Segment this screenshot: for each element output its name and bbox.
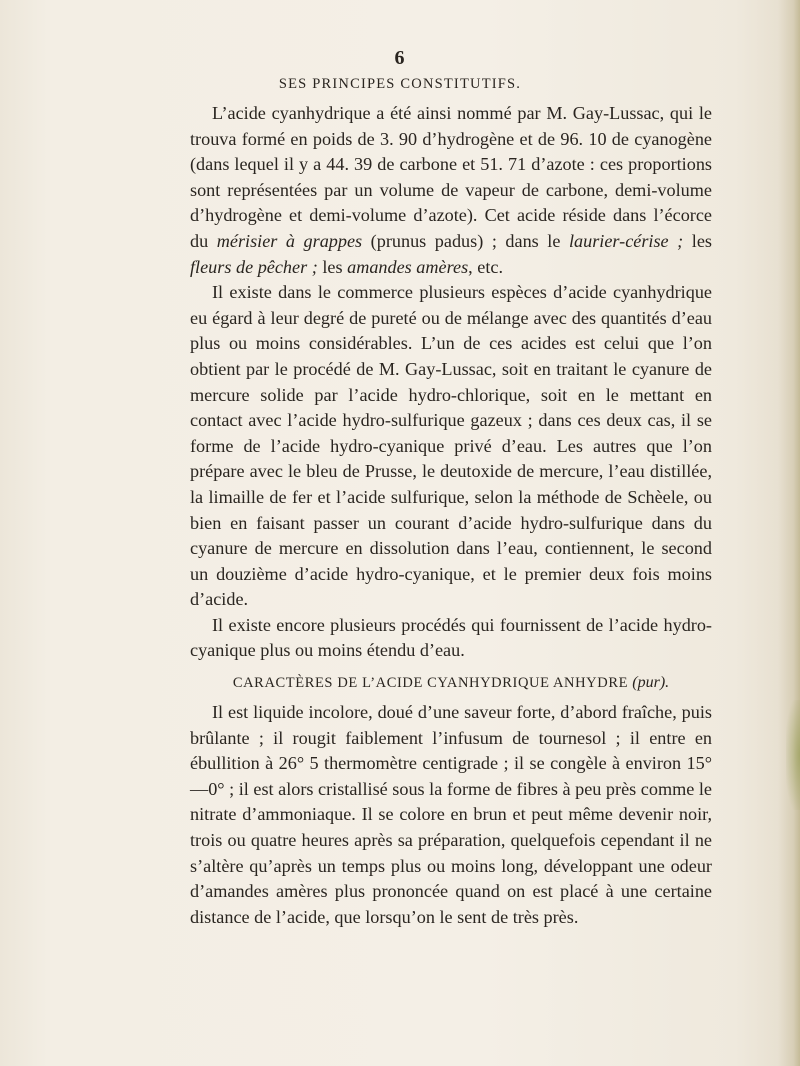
section-heading: CARACTÈRES DE L’ACIDE CYANHYDRIQUE ANHYDRE (pur). [232,674,670,692]
italic-term: fleurs de pêcher ; [190,256,318,277]
paragraph: Il existe encore plusieurs procédés qui fournissent de l’acide hydro-cyanique plus ou moins étendu d’eau. [190,614,712,661]
page-number: 6 [394,47,406,69]
page-edge-shadow [778,0,800,1066]
running-head: SES PRINCIPES CONSTITUTIFS. [278,76,522,92]
italic-term: amandes amères [347,256,469,277]
italic-term: laurier-cérise ; [568,230,684,251]
italic-term: mérisier à grappes [216,230,363,251]
paper-stain [786,700,800,810]
paragraph: Il est liquide incolore, doué d’une saveur forte, d’abord fraîche, puis brûlante ; il rougit faiblement l’infusum de tournesol ; il entre en ébullition à 26° 5 thermomètre centigrade ; il se congèle à environ 15°—0° ; il est alors cristallisé sous la forme de fibres à peu près comme le nitrate d’ammoniaque. Il se colore en brun et peut même devenir noir, trois ou quatre heures après sa préparation, quelquefois cependant il ne s’altère qu’après un temps plus ou moins long, développant une odeur d’amandes amères plus prononcée quand on est placé à une certaine distance de l’acide, que lorsqu’on le sent de très près. [190,702,712,927]
paragraph: Il existe dans le commerce plusieurs espèces d’acide cyanhydrique eu égard à leur degré de pureté ou de mélange avec des quantités d’eau plus ou moins considérables. L’un de ces acides est celui que l’on obtient par le procédé de M. Gay-Lussac, soit en traitant le cyanure de mercure solide par l’acide hydro-chlorique, soit en le mettant en contact avec l’acide hydro-sulfurique gazeux ; dans ces deux cas, il se forme de l’acide hydro-cyanique privé d’eau. Les autres que l’on prépare avec le bleu de Prusse, le deutoxide de mercure, l’eau distillée, la limaille de fer et l’acide sulfurique, selon la méthode de Schèele, ou bien en faisant passer un courant d’acide hydro-sulfurique dans du cyanure de mercure en dissolution dans l’eau, contiennent, le second un douzième d’acide hydro-cyanique, et le premier deux fois moins d’acide. [190,282,712,610]
paragraph: L’acide cyanhydrique a été ainsi nommé par M. Gay-Lussac, qui le trouva formé en poids de 3. 90 d’hydrogène et de 96. 10 de cyanogène (dans lequel il y a 44. 39 de carbone et 51. 71 d’azote : ces proportions sont représentées par un volume de vapeur de carbone, demi-volume d’hydrogène et demi-volume d’azote). Cet acide réside dans l’écorce du mérisier à grappes (prunus padus) ; dans le laurier-cérise ; les fleurs de pêcher ; les amandes amères, etc. [190,103,712,277]
body-text [190,101,712,930]
